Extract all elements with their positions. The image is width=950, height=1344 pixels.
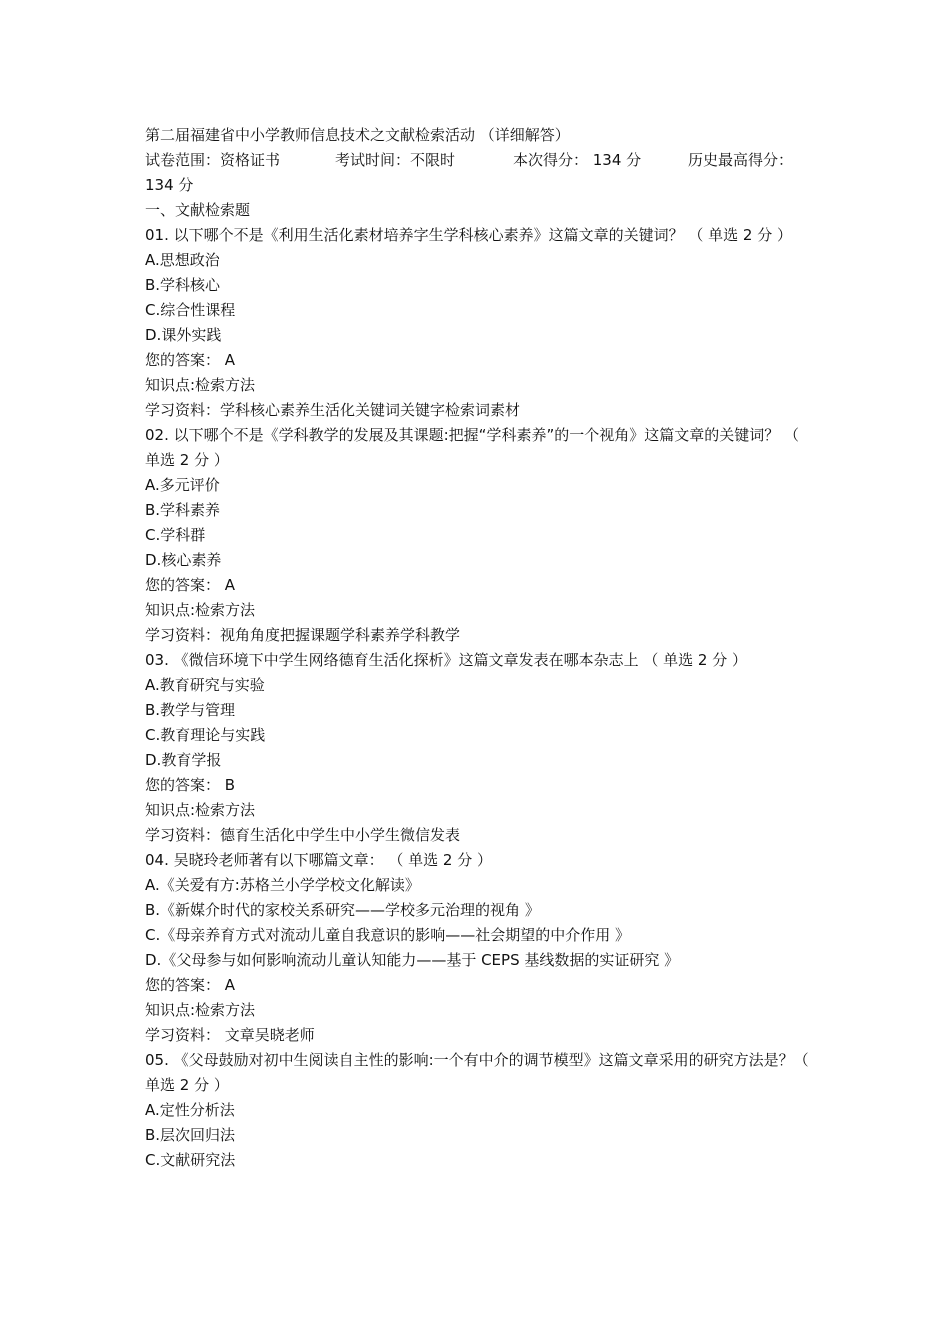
your-answer: 您的答案： B bbox=[145, 776, 236, 794]
your-answer: 您的答案： A bbox=[145, 351, 236, 369]
option-item: D.教育学报 bbox=[145, 751, 222, 769]
option-item: A.思想政治 bbox=[145, 251, 220, 269]
study-material: 学习资料：视角角度把握课题学科素养学科教学 bbox=[145, 626, 461, 644]
exam-scope: 试卷范围：资格证书 bbox=[145, 151, 281, 169]
study-material: 学习资料：德育生活化中学生中小学生微信发表 bbox=[145, 826, 461, 844]
question-text: 02. 以下哪个不是《学科教学的发展及其课题:把握“学科素养”的一个视角》这篇文章的关键词？ （ 单选 2 分 ） bbox=[145, 426, 799, 469]
document-title: 第二届福建省中小学教师信息技术之文献检索活动 （详细解答） bbox=[145, 126, 570, 144]
question-text: 03. 《微信环境下中学生网络德育生活化探析》这篇文章发表在哪本杂志上 （ 单选 2 分 ） bbox=[145, 651, 748, 669]
best-score-label: 历史最高得分： bbox=[688, 151, 794, 169]
option-item: A.多元评价 bbox=[145, 476, 220, 494]
option-item: A.教育研究与实验 bbox=[145, 676, 265, 694]
exam-info-row bbox=[145, 148, 810, 173]
option-item: B.层次回归法 bbox=[145, 1126, 236, 1144]
knowledge-point: 知识点:检索方法 bbox=[145, 601, 256, 619]
option-item: C.学科群 bbox=[145, 526, 206, 544]
option-item: B.教学与管理 bbox=[145, 701, 236, 719]
question-text: 04. 吴晓玲老师著有以下哪篇文章： （ 单选 2 分 ） bbox=[145, 851, 493, 869]
study-material: 学习资料： 文章吴晓老师 bbox=[145, 1026, 315, 1044]
option-item: B.《新媒介时代的家校关系研究——学校多元治理的视角 》 bbox=[145, 901, 540, 919]
knowledge-point: 知识点:检索方法 bbox=[145, 1001, 256, 1019]
your-answer: 您的答案： A bbox=[145, 976, 236, 994]
exam-time: 考试时间：不限时 bbox=[335, 151, 456, 169]
option-item: B.学科核心 bbox=[145, 276, 221, 294]
question-text: 01. 以下哪个不是《利用生活化素材培养字生学科核心素养》这篇文章的关键词？ （ 单选 2 分 ） bbox=[145, 226, 793, 244]
knowledge-point: 知识点:检索方法 bbox=[145, 801, 256, 819]
your-answer: 您的答案： A bbox=[145, 576, 236, 594]
document-content bbox=[145, 123, 810, 1173]
option-item: D.课外实践 bbox=[145, 326, 222, 344]
study-material: 学习资料：学科核心素养生活化关键词关键字检索词素材 bbox=[145, 401, 521, 419]
option-item: C.教育理论与实践 bbox=[145, 726, 266, 744]
option-item: D.《父母参与如何影响流动儿童认知能力——基于 CEPS 基线数据的实证研究 》 bbox=[145, 951, 680, 969]
knowledge-point: 知识点:检索方法 bbox=[145, 376, 256, 394]
option-item: C.文献研究法 bbox=[145, 1151, 236, 1169]
question-text: 05. 《父母鼓励对初中生阅读自主性的影响:一个有中介的调节模型》这篇文章采用的研究方法是？（ 单选 2 分 ） bbox=[145, 1051, 809, 1094]
exam-score: 本次得分： 134 分 bbox=[513, 151, 642, 169]
best-score-value: 134 分 bbox=[145, 176, 194, 194]
option-item: D.核心素养 bbox=[145, 551, 222, 569]
option-item: C.《母亲养育方式对流动儿童自我意识的影响——社会期望的中介作用 》 bbox=[145, 926, 631, 944]
option-item: A.《关爱有方:苏格兰小学学校文化解读》 bbox=[145, 876, 420, 894]
option-item: B.学科素养 bbox=[145, 501, 221, 519]
option-item: A.定性分析法 bbox=[145, 1101, 235, 1119]
section-heading: 一、文献检索题 bbox=[145, 201, 251, 219]
option-item: C.综合性课程 bbox=[145, 301, 236, 319]
